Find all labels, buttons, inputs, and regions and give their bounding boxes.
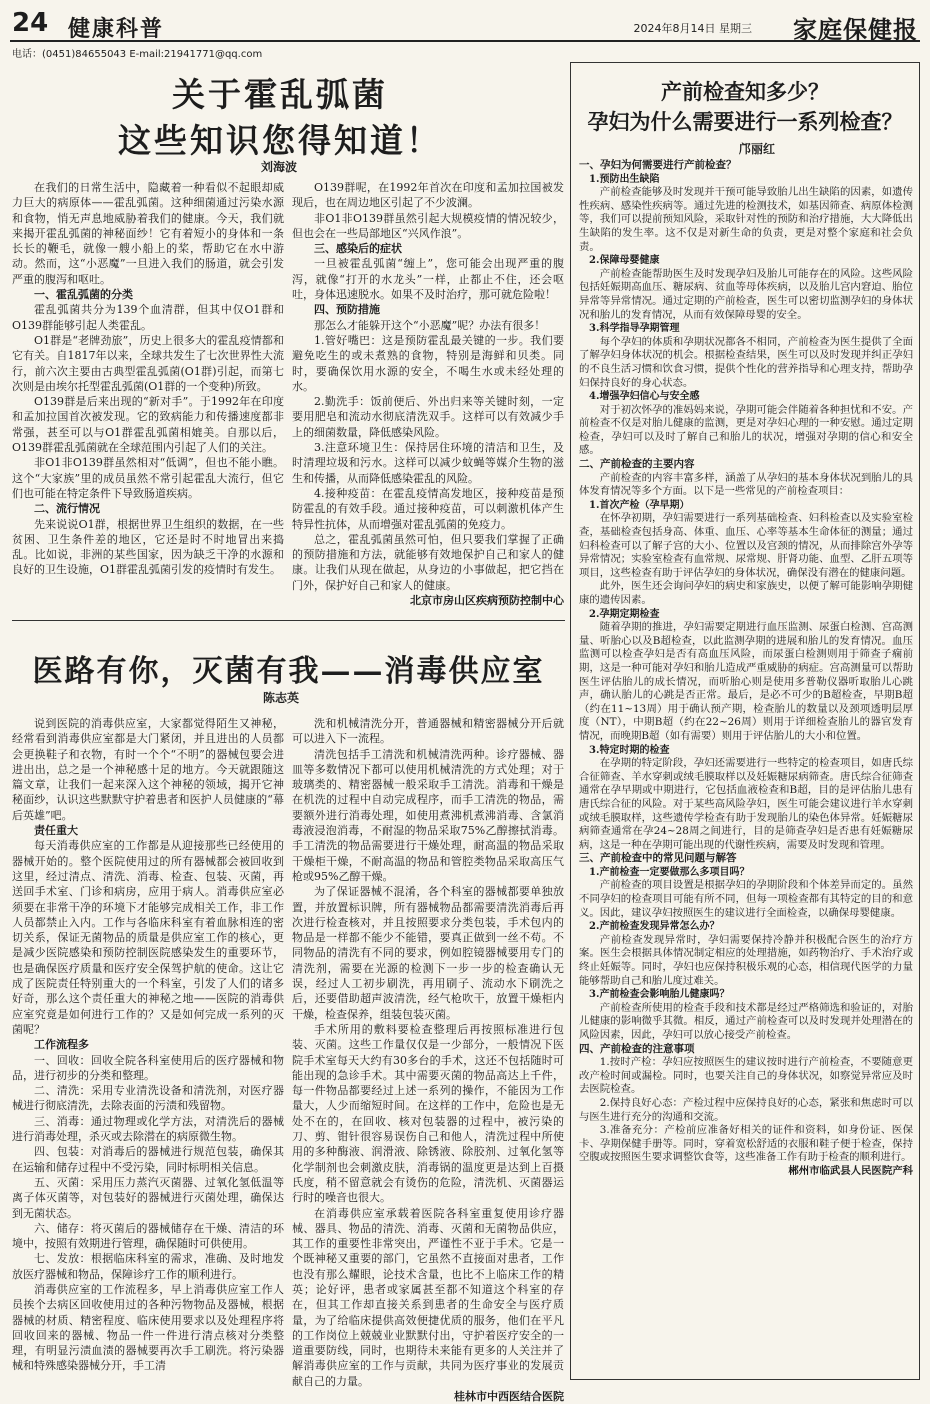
paragraph: 为了保证器械不混淆，各个科室的器械都要单独放置，并放置标识牌，所有器械物品都需要清洗消毒后再次进行检查核对，并且按照要求分类包装，手术包内的物品是一样都不能少不能错，要真正做到一丝不苟。不同物品的清洗有不同的要求，例如腔镜器械要用专门的清洗剂，需要在光源的检测下一步一步的检查确认无误，经过人工初步刷洗，再用刷子、流动水下刷洗之后，还要借助超声波清洗，经气枪吹干，放置干燥柜内干燥，检查保养，组装包装灭菌。	[292, 885, 564, 1021]
subheading: 三、感染后的症状	[314, 242, 402, 256]
article1-column2	[292, 180, 564, 620]
paragraph: 产前检查能帮助医生及时发现孕妇及胎儿可能存在的风险。这些风险包括妊娠期高血压、糖尿病、贫血等母体疾病，以及胎儿宫内窘迫、胎位异常等异常情况。通过定期的产前检查，医生可以密切监测孕妇的身体状况和胎儿的发育情况，从而有效保障母婴的安全。	[579, 267, 913, 321]
paragraph: 2.保持良好心态：产检过程中应保持良好的心态，紧张和焦虑时可以与医生进行充分的沟通和交流。	[579, 1096, 913, 1123]
subheading: 工作流程多	[34, 1038, 89, 1052]
article2-column1	[12, 716, 284, 1380]
page-number: 24	[12, 8, 49, 38]
sub-subheading: 2.产前检查发现异常怎么办？	[589, 921, 720, 933]
article3-title-line1: 产前检查知多少？	[661, 79, 829, 104]
subheading: 二、流行情况	[34, 502, 100, 516]
subheading: 一、霍乱弧菌的分类	[34, 288, 133, 302]
sub-subheading: 1.首次产检（孕早期）	[589, 499, 690, 511]
paragraph: 随着孕期的推进，孕妇需要定期进行血压监测、尿蛋白检测、宫高测量、听胎心以及B超检查，以此监测孕期的进展和胎儿的发育情况。血压监测可以检查孕妇是否有高血压风险，而尿蛋白检测则用于筛查子痫前期，这是一种可能对孕妇和胎儿造成严重威胁的病症。宫高测量可以帮助医生评估胎儿的成长情况，而听胎心则是使用多普勒仪器听取胎儿心跳声，确认胎儿的心跳是否正常。最后，是必不可少的B超检查，早期B超（约在11~13周）用于确认预产期，检查胎儿的数量以及颈项透明层厚度（NT），中期B超（约在22~26周）则用于详细检查胎儿的器官发育情况，而晚期B超（如有需要）则用于评估胎儿的大小和位置。	[579, 621, 913, 742]
sub-subheading: 3.特定时期的检查	[589, 744, 670, 756]
paragraph: 说到医院的消毒供应室，大家都觉得陌生又神秘，经常看到消毒供应室都是大门紧闭，并且进出的人员都会更换鞋子和衣物，有时一个个“不明”的器械包要会进进出出，总之是一个神秘感十足的地方。今天就跟随这篇文章，让我们一起来深入这个神秘的领域，揭开它神秘面纱，认识这些默默守护着患者和医护人员健康的“幕后英雄”吧。	[12, 717, 284, 822]
newspaper-name: 家庭保健报	[793, 15, 918, 44]
article3-title-line2: 孕妇为什么需要进行一系列检查？	[587, 109, 903, 134]
paragraph: 六、储存：将灭菌后的器械储存在干燥、清洁的环境中，按照有效期进行管理，确保随时可供使用。	[12, 1221, 284, 1251]
article2-author: 陈志英	[263, 691, 300, 705]
article3-body	[579, 159, 913, 1373]
paragraph: 总之，霍乱弧菌虽然可怕，但只要我们掌握了正确的预防措施和方法，就能够有效地保护自己和家人的健康。让我们从现在做起，从身边的小事做起，把它挡在门外，保护好自己和家人的健康。	[292, 532, 564, 592]
article2-title: 医路有你，灭菌有我——消毒供应室	[32, 654, 545, 689]
sub-subheading: 3.产前检查会影响胎儿健康吗？	[589, 989, 730, 1001]
paragraph: 一、回收：回收全院各科室使用后的医疗器械和物品，进行初步的分类和整理。	[12, 1053, 284, 1082]
paragraph: 在怀孕初期，孕妇需要进行一系列基础检查、妇科检查以及实验室检查，基础检查包括身高、体重、血压、心率等基本生命体征的测量；通过妇科检查可以了解子宫的大小、位置以及宫颈的情况，从而排除宫外孕等异常情况；实验室检查有血常规、尿常规、肝肾功能、血型、乙肝五项等项目，这些检查有助于评估孕妇的身体状况，确保没有潜在的健康问题。	[579, 512, 913, 579]
paragraph: 每天消毒供应室的工作都是从迎接那些已经使用的器械开始的。整个医院使用过的所有器械都会被回收到这里，经过清点、清洗、消毒、检查、包装、灭菌，再送回手术室、门诊和病房，应用于病人。消毒供应室必须要在非常干净的环境下才能够完成相关工作，非工作人员都禁止入内。工作与各临床科室有着血脉相连的密切关系，保证无菌物品的质量是供应室工作的核心，更是减少医院感染和预防控制医院感染发生的重要环节，也是确保医疗质量和医疗安全保驾护航的使命。这让它成了医院责任特别重大的一个科室，引发了人们的诸多好奇，那么这个责任重大的神秘之地——医院的消毒供应室究竟是如何进行工作的？又是如何完成一系列的灭菌呢？	[12, 839, 284, 1036]
paragraph: 产前检查发现异常时，孕妇需要保持冷静并积极配合医生的治疗方案。医生会根据具体情况制定相应的处理措施，如药物治疗、手术治疗或终止妊娠等。同时，孕妇也应保持积极乐观的心态，相信现代医学的力量能够帮助自己和胎儿度过难关。	[579, 933, 913, 987]
paragraph: 在孕期的特定阶段，孕妇还需要进行一些特定的检查项目，如唐氏综合征筛查、羊水穿刺或绒毛膜取样以及妊娠糖尿病筛查。唐氏综合征筛查通常在孕早期或中期进行，它包括血液检查和B超，目的是评估胎儿患有唐氏综合征的风险。对于某些高风险孕妇，医生可能会建议进行羊水穿刺或绒毛膜取样，这些遗传学检查有助于发现胎儿的染色体异常。妊娠糖尿病筛查通常在孕24~28周之间进行，目的是筛查孕妇是否患有妊娠糖尿病，这是一种在孕期可能出现的代谢性疾病，需要及时发现和管理。	[579, 757, 913, 851]
sub-subheading: 1.产前检查一定要做那么多项目吗？	[589, 866, 750, 878]
article1-title-line1: 关于霍乱弧菌	[172, 75, 388, 114]
article3-box	[570, 62, 920, 1380]
subheading: 二、产前检查的主要内容	[579, 458, 695, 471]
paragraph: 在消毒供应室承载着医院各科室重复使用诊疗器械、器具、物品的清洗、消毒、灭菌和无菌物品供应，其工作的重要性非常突出，严谨性不亚于手术。它是一个既神秘又重要的部门，它虽然不直接面对患者，工作也没有那么耀眼，论技术含量，也比不上临床工作的精英；论好评，患者或家属甚至都不知道这个科室的存在，但其工作却直接关系到患者的生命安全与医疗质量，为了给临床提供高效便捷优质的服务，他们在平凡的工作岗位上兢兢业业默默付出，守护着医疗安全的一道重要防线，同时，也期待未来能有更多的人关注并了解消毒供应室的工作与贡献，共同为医疗事业的发展贡献自己的力量。	[292, 1206, 564, 1388]
article-source: 桂林市中西医结合医院	[454, 1390, 564, 1404]
section-title: 健康科普	[68, 16, 165, 42]
paragraph: 产前检查的项目设置是根据孕妇的孕期阶段和个体差异而定的。虽然不同孕妇的检查项目可能有所不同，但每一项检查都有其特定的目的和意义。因此，建议孕妇按照医生的建议进行全面检查，以确保母婴健康。	[579, 879, 913, 919]
sub-subheading: 4.增强孕妇信心与安全感	[589, 391, 700, 403]
paragraph: 4.接种疫苗：在霍乱疫情高发地区，接种疫苗是预防霍乱的有效手段。通过接种疫苗，可以刺激机体产生特异性抗体，从而增强对霍乱弧菌的免疫力。	[292, 486, 564, 531]
paragraph: 一旦被霍乱弧菌“缠上”，您可能会出现严重的腹泻，就像“打开的水龙头”一样，止都止不住，还会呕吐，身体迅速脱水。如果不及时治疗，那可就危险啦！	[292, 257, 564, 302]
article1-column1	[12, 180, 284, 620]
paragraph: 非O1非O139群虽然相对“低调”，但也不能小瞧。这个“大家族”里的成员虽然不常引起霍乱大流行，但它们也可能在特定条件下导致肠道疾病。	[12, 456, 284, 500]
paragraph: 先来说说O1群，根据世界卫生组织的数据，在一些贫困、卫生条件差的地区，它还是时不时地冒出来捣乱。比如说，非洲的某些国家，因为缺乏干净的水源和良好的卫生设施，O1群霍乱弧菌引发的疫情时有发生。	[12, 517, 284, 577]
sub-subheading: 3.科学指导孕期管理	[589, 323, 680, 335]
sub-subheading: 1.预防出生缺陷	[589, 173, 660, 185]
paragraph: 霍乱弧菌共分为139个血清群，但其中仅O1群和O139群能够引起人类霍乱。	[12, 303, 284, 332]
paragraph: 3.准备充分：产检前应准备好相关的证件和资料，如身份证、医保卡、孕期保健手册等。同时，穿着宽松舒适的衣服和鞋子便于检查，保持空腹或按照医生要求调整饮食等，这些准备工作有助于检查的顺利进行。	[579, 1124, 913, 1164]
paragraph: O1群是“老牌劲旅”，历史上很多大的霍乱疫情都和它有关。自1817年以来，全球共发生了七次世界性大流行，前六次主要由古典型霍乱弧菌(O1群)引起，而第七次则是由埃尔托型霍乱弧菌(O1群的一个变种)所致。	[12, 333, 284, 393]
issue-date: 2024年8月14日 星期三	[633, 22, 752, 35]
paragraph: 1.管好嘴巴：这是预防霍乱最关键的一步。我们要避免吃生的或未煮熟的食物，特别是海鲜和贝类。同时，要确保饮用水源的安全，不喝生水或未经处理的水。	[292, 333, 564, 393]
article1-title	[60, 72, 500, 164]
paragraph: 三、消毒：通过物理或化学方法，对清洗后的器械进行消毒处理，杀灭或去除潜在的病原微生物。	[12, 1114, 284, 1144]
page-header	[10, 6, 920, 42]
paragraph: 七、发放：根据临床科室的需求，准确、及时地发放医疗器械和物品，保障诊疗工作的顺利进行。	[12, 1252, 284, 1281]
paragraph: 非O1非O139群虽然引起大规模疫情的情况较少，但也会在一些局部地区“兴风作浪”。	[292, 211, 564, 240]
paragraph: 产前检查能够及时发现并干预可能导致胎儿出生缺陷的因素，如遗传性疾病、感染性疾病等。通过先进的检测技术，如基因筛查、病原体检测等，我们可以提前预知风险，采取针对性的预防和治疗措施，大大降低出生缺陷的发生率。这不仅是对新生命的负责，更是对整个家庭和社会负责。	[579, 186, 913, 253]
paragraph: 3.注意环境卫生：保持居住环境的清洁和卫生，及时清理垃圾和污水。这样可以减少蚊蝇等媒介生物的滋生和传播，从而降低感染霍乱的风险。	[292, 441, 564, 485]
paragraph: 产前检查所使用的检查手段和技术都是经过严格筛选和验证的，对胎儿健康的影响微乎其微。相反，通过产前检查可以及时发现并处理潜在的风险因素，因此，孕妇可以放心接受产前检查。	[579, 1001, 913, 1041]
article-divider	[12, 620, 565, 621]
paragraph: 手术所用的敷料要检查整理后再按照标准进行包装、灭菌。这些工作量仅仅是一少部分，一般情况下医院手术室每天大约有30多台的手术，这还不包括随时可能出现的急诊手术。其中需要灭菌的物品高达上千件，每一件物品都要经过上述一系列的操作，不能因为工作量大，人少而缩短时间。在这样的工作中，危险也是无处不在的，在回收、核对包装器的过程中，被污染的刀、剪、钳针很容易误伤自己和他人，清洗过程中所使用的多种酶液、润滑液、除锈液、除胶剂、过氧化氢等化学制剂也会刺激皮肤，消毒锅的温度更是达到上百摄氏度，稍不留意就会有烫伤的危险，清洗机、灭菌器运行时的噪音也很大。	[292, 1022, 564, 1205]
paragraph: 洗和机械清洗分开，普通器械和精密器械分开后就可以进入下一流程。	[292, 717, 564, 746]
paragraph: 每个孕妇的体质和孕期状况都各不相同，产前检查为医生提供了全面了解孕妇身体状况的机会。根据检查结果，医生可以及时发现并纠正孕妇的不良生活习惯和饮食习惯，提供个性化的营养指导和心理支持，帮助孕妇保持良好的身心状态。	[579, 335, 913, 389]
contact-line: 电话：(0451)84655043 E-mail:21941771@qq.com	[12, 49, 263, 60]
article-source: 郴州市临武县人民医院产科	[788, 1164, 913, 1177]
paragraph: O139群呢，在1992年首次在印度和孟加拉国被发现后，也在周边地区引起了不少波澜。	[292, 181, 564, 210]
sub-subheading: 2.孕期定期检查	[589, 608, 660, 620]
paragraph: 在我们的日常生活中，隐藏着一种看似不起眼却威力巨大的病原体——霍乱弧菌。这种细菌通过污染水源和食物，悄无声息地威胁着我们的健康。今天，我们就来揭开霍乱弧菌的神秘面纱！它有着短小的身体和一条长长的鞭毛，就像一艘小船上的桨，帮助它在水中游动。然而，这“小恶魔”一旦进入我们的肠道，就会引发严重的腹泻和呕吐。	[12, 181, 284, 286]
subheading: 三、产前检查中的常见问题与解答	[579, 852, 737, 865]
paragraph: 消毒供应室的工作流程多，早上消毒供应室工作人员挨个去病区回收使用过的各种污物物品及器械，根据器械的材质、精密程度、临床使用要求以及处理程序将回收回来的器械、物品一件一件进行清点核对分类整理，有明显污渍血渍的器械要再次手工刷洗。将污染器械和特殊感染器械分开，手工清	[12, 1282, 284, 1373]
article2-column2	[292, 716, 564, 1404]
paragraph: 那怎么才能躲开这个“小恶魔”呢？办法有很多！	[314, 318, 546, 332]
subheading: 责任重大	[34, 824, 78, 838]
paragraph: 产前检查的内容丰富多样，涵盖了从孕妇的基本身体状况到胎儿的具体发育情况等多个方面。以下是一些常见的产前检查项目：	[579, 471, 913, 498]
subheading: 一、孕妇为何需要进行产前检查？	[579, 159, 737, 171]
article1-author: 刘海波	[261, 160, 298, 174]
article-source: 北京市房山区疾病预防控制中心	[410, 594, 564, 608]
paragraph: 四、包装：对消毒后的器械进行规范包装，确保其在运输和储存过程中不受污染，同时标明相关信息。	[12, 1145, 284, 1174]
paragraph: 此外，医生还会询问孕妇的病史和家族史，以便了解可能影响孕期健康的遗传因素。	[579, 580, 913, 606]
paragraph: 对于初次怀孕的准妈妈来说，孕期可能会伴随着各种担忧和不安。产前检查不仅是对胎儿健康的监测，更是对孕妇心理的一种安慰。通过定期检查，孕妇可以及时了解自己和胎儿的状况，增强对孕期的信心和安全感。	[579, 403, 913, 457]
paragraph: 二、清洗：采用专业清洗设备和清洗剂，对医疗器械进行彻底清洗，去除表面的污渍和残留物。	[12, 1084, 284, 1113]
paragraph: 1.按时产检：孕妇应按照医生的建议按时进行产前检查，不要随意更改产检时间或漏检。同时，也要关注自己的身体状况，如察觉异常应及时去医院检查。	[579, 1056, 913, 1096]
subheading: 四、产前检查的注意事项	[579, 1042, 695, 1055]
paragraph: O139群是后来出现的“新对手”。于1992年在印度和孟加拉国首次被发现。它的致病能力和传播速度都非常强，甚至可以与O1群霍乱弧菌相媲美。自那以后，O139群霍乱弧菌就在全球范围内引起了人们的关注。	[12, 395, 284, 455]
paragraph: 清洗包括手工清洗和机械清洗两种。诊疗器械、器皿等多数情况下都可以使用机械清洗的方式处理；对于玻璃类的、精密器械一般采取手工清洗。消毒和干燥是在机洗的过程中自动完成程序，而手工清洗的物品，需要额外进行消毒处理，如使用煮沸机煮沸消毒、含氯消毒液浸泡消毒，不耐湿的物品采取75%乙醇擦拭消毒。手工清洗的物品需要进行干燥处理，耐高温的物品采取干燥柜干燥，不耐高温的物品和管腔类物品采取高压气枪或95%乙醇干燥。	[292, 747, 564, 883]
paragraph: 2.勤洗手：饭前便后、外出归来等关键时刻，一定要用肥皂和流动水彻底清洗双手。这样可以有效减少手上的细菌数量，降低感染风险。	[292, 395, 564, 439]
sub-subheading: 2.保障母婴健康	[589, 255, 660, 267]
article3-author: 邝丽红	[739, 142, 776, 156]
paragraph: 五、灭菌：采用压力蒸汽灭菌器、过氧化氢低温等离子体灭菌等，对包装好的器械进行灭菌处理，确保达到无菌状态。	[12, 1175, 284, 1220]
article3-title	[571, 77, 919, 137]
subheading: 四、预防措施	[314, 303, 380, 317]
article1-title-line2: 这些知识您得知道！	[118, 121, 442, 160]
